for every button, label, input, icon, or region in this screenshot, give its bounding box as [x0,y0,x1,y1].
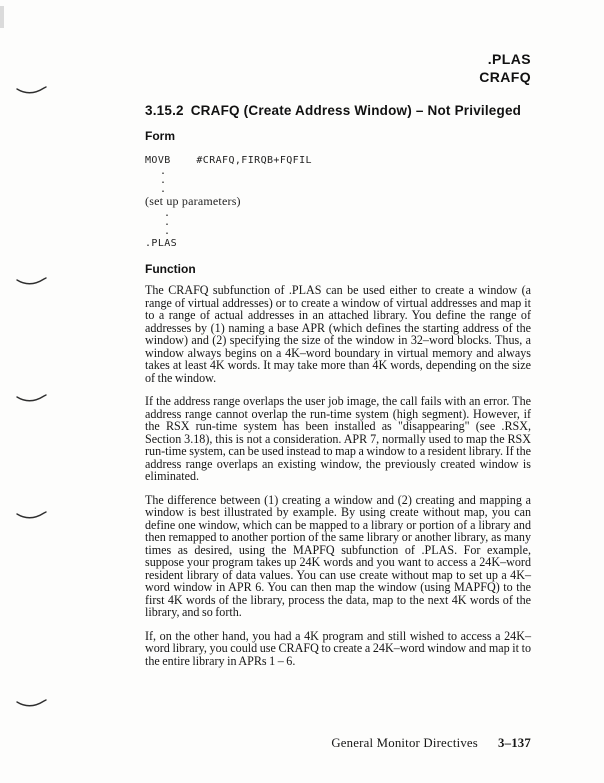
page-footer [0,736,531,751]
binder-mark-icon [15,698,48,712]
function-paragraph: If, on the other hand, you had a 4K program and still wished to access a 24K–word library, you could use CRAFQ to create a 24K–word window and map it to the entire library in APRs 1 – 6. [145,628,531,668]
binder-mark-icon [15,276,48,290]
form-label: Form [145,129,175,143]
page-body [145,103,531,667]
code-block [145,154,531,250]
running-head-directive: .PLAS [487,51,531,67]
function-label: Function [145,262,196,276]
function-paragraph: The difference between (1) creating a window and (2) creating and mapping a window is best illustrated by example. By using create without map, you can define one window, which can be mapped to a library or portion of a library and then remapped to another portion of the same library or another library, as many times as desired, using the MAPFQ subfunction of .PLAS. For example, suppose your program takes up 24K words and you want to access a 24K–word resident library of data values. You can use create without map to set up a 4K–word window in APR 6. You can then map the window (using MAPFQ) to the first 4K words of the library, process the data, map to the next 4K words of the library, and so forth. [145,492,531,619]
code-ellipsis-dot: . [164,226,171,237]
running-head [0,50,531,86]
binder-mark-icon [15,393,48,407]
binder-mark-icon [15,85,48,99]
section-number: 3.15.2 [145,103,184,118]
code-ellipsis-dot: . [164,208,171,219]
function-paragraph: The CRAFQ subfunction of .PLAS can be used either to create a window (a range of virtual addresses) or to create a window of virtual addresses and map it to a range of actual addresses in an attached library. You define the range of addresses by (1) naming a base APR (which defines the starting address of the window) and (2) specifying the size of the window in 32–word blocks. Thus, a window always begins on a 4K–word boundary in virtual memory and always takes at least 4K words. It may take more than 4K words, depending on the size of the window. [145,283,531,385]
code-directive: .PLAS [145,238,178,249]
section-heading [145,103,531,119]
binder-mark-icon [15,510,48,524]
function-paragraph: If the address range overlaps the user job image, the call fails with an error. The address range cannot overlap the run-time system (high segment). However, if the RSX run-time system has been installed as "disappearing" (see .RSX, Section 3.18), this is not a consideration. APR 7, normally used to map the RSX run-time system, can be used instead to map a window to a resident library. If the address range overlaps an existing window, the previously created window is eliminated. [145,394,531,483]
code-ellipsis-dot: . [160,175,167,186]
running-head-subfunction: CRAFQ [479,69,531,85]
code-ellipsis-dot: . [160,166,167,177]
scan-edge-artifact [0,6,4,28]
code-ellipsis-dot: . [160,184,167,195]
code-ellipsis-dot: . [164,217,171,228]
footer-page-number: 3–137 [498,736,531,750]
section-title: CRAFQ (Create Address Window) – Not Privileged [190,103,522,118]
code-setup-note: (set up parameters) [145,194,241,208]
code-instruction: MOVB #CRAFQ,FIRQB+FQFIL [145,155,312,166]
footer-chapter-title: General Monitor Directives [331,736,478,750]
